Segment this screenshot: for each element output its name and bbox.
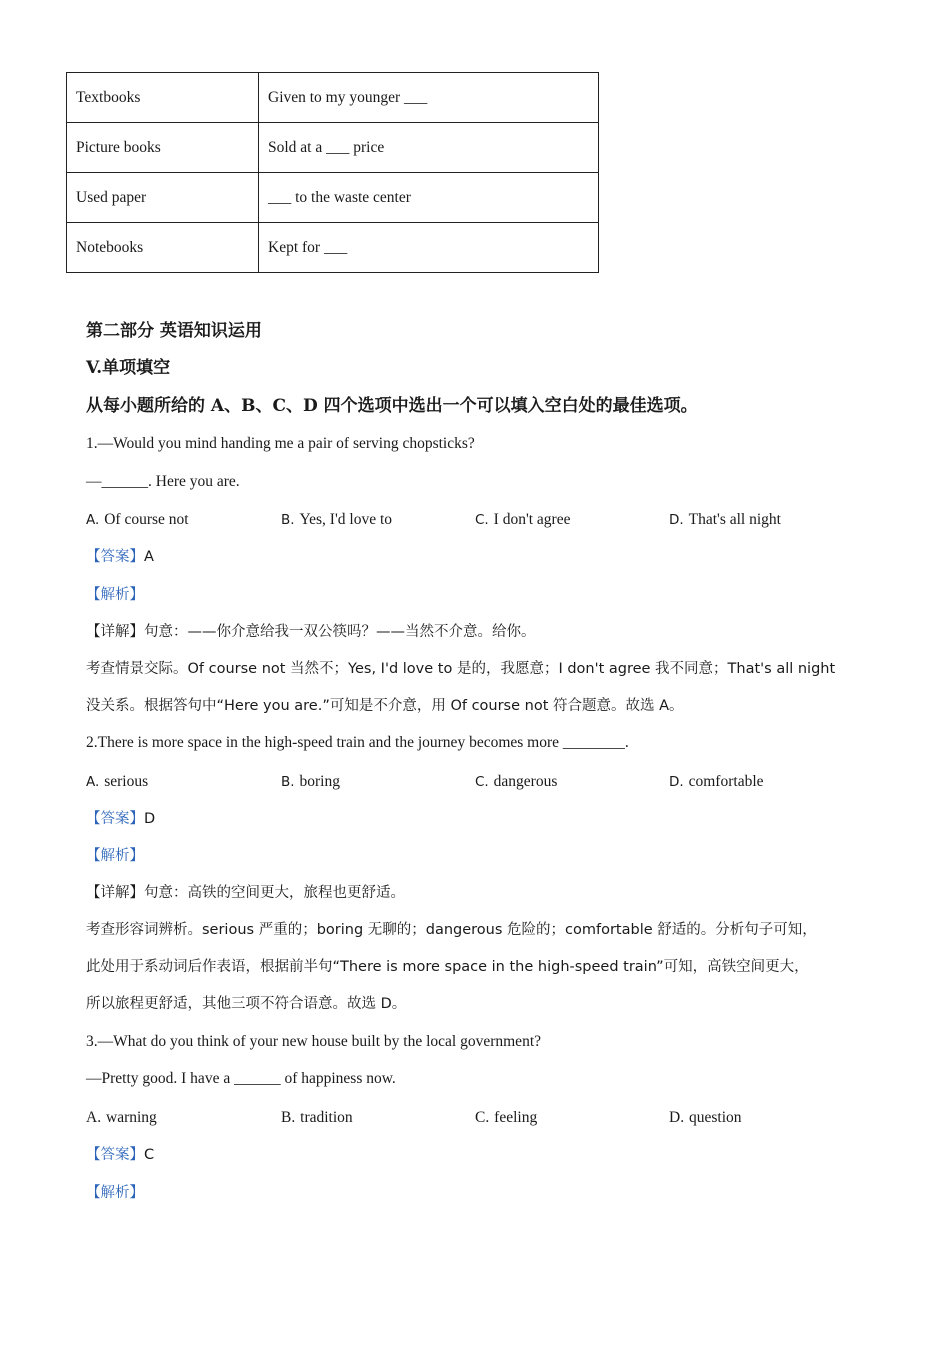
option-label: A. [86, 774, 100, 790]
answer-label: 【答案】 [86, 549, 144, 565]
option-label: B. [281, 774, 295, 790]
detail-label: 【详解】 [86, 885, 144, 901]
question-2-detail-line: 考查形容词辨析。serious 严重的；boring 无聊的；dangerous 危险的；comfortable 舒适的。分析句子可知， [86, 922, 817, 938]
option-text: serious [104, 773, 149, 790]
option-label: A. [86, 1109, 102, 1126]
table-cell-action: ___ to the waste center [259, 173, 599, 223]
section-subtitle: V.单项填空 [86, 358, 171, 378]
option-text: Of course not [104, 511, 189, 528]
table-cell-action: Kept for ___ [259, 223, 599, 273]
table-row [67, 73, 599, 123]
question-2-detail-line: 此处用于系动词后作表语，根据前半句“There is more space in the high-speed train”可知，高铁空间更大， [86, 959, 809, 975]
question-2-stem: 2.There is more space in the high-speed train and the journey becomes more ________. [86, 734, 629, 751]
table-row [67, 123, 599, 173]
question-3-response: —Pretty good. I have a ______ of happiness now. [86, 1070, 396, 1087]
option-label: B. [281, 512, 295, 528]
table-cell-item: Textbooks [67, 73, 259, 123]
question-1-answer [86, 546, 154, 567]
option-label: C. [475, 1109, 490, 1126]
option-label: D. [669, 512, 684, 528]
question-1-analysis [86, 584, 144, 605]
question-2-option-d [669, 771, 764, 792]
option-text: feeling [494, 1109, 538, 1126]
option-text: dangerous [493, 773, 558, 790]
question-1-stem: 1.—Would you mind handing me a pair of serving chopsticks? [86, 435, 475, 452]
items-table [66, 72, 599, 273]
option-label: B. [281, 1109, 296, 1126]
section-instruction: 从每小题所给的 A、B、C、D 四个选项中选出一个可以填入空白处的最佳选项。 [86, 396, 698, 416]
question-1-detail-line: 考查情景交际。Of course not 当然不；Yes, I'd love to 是的，我愿意；I don't agree 我不同意；That's all night [86, 661, 836, 677]
answer-value: D [144, 811, 156, 827]
detail-text: 句意：——你介意给我一双公筷吗？——当然不介意。给你。 [144, 624, 536, 640]
option-label: D. [669, 774, 684, 790]
question-3-analysis [86, 1182, 144, 1203]
option-label: C. [475, 774, 489, 790]
question-3-answer [86, 1144, 154, 1165]
answer-label: 【答案】 [86, 811, 144, 827]
analysis-label: 【解析】 [86, 1185, 144, 1201]
answer-label: 【答案】 [86, 1147, 144, 1163]
table-cell-item: Picture books [67, 123, 259, 173]
option-text: question [689, 1109, 742, 1126]
table-cell-action: Given to my younger ___ [259, 73, 599, 123]
detail-label: 【详解】 [86, 624, 144, 640]
option-text: comfortable [688, 773, 764, 790]
question-3-option-d [669, 1107, 742, 1128]
option-text: warning [106, 1109, 157, 1126]
detail-text: 句意：高铁的空间更大，旅程也更舒适。 [144, 885, 405, 901]
question-2-option-a [86, 771, 148, 792]
question-2-analysis [86, 845, 144, 866]
question-2-detail [86, 882, 405, 903]
option-text: Yes, I'd love to [299, 511, 393, 528]
part-title: 第二部分 英语知识运用 [86, 321, 262, 341]
question-2-detail-line: 所以旅程更舒适，其他三项不符合语意。故选 D。 [86, 996, 407, 1012]
question-2-option-c [475, 771, 557, 792]
question-3-option-a [86, 1107, 157, 1128]
option-text: That's all night [688, 511, 781, 528]
answer-value: A [144, 549, 154, 565]
question-1-detail [86, 621, 536, 642]
option-text: I don't agree [493, 511, 571, 528]
question-1-option-c [475, 509, 570, 530]
question-2-answer [86, 808, 155, 829]
question-3-option-b [281, 1107, 353, 1128]
table-cell-item: Notebooks [67, 223, 259, 273]
answer-value: C [144, 1147, 155, 1163]
option-label: D. [669, 1109, 685, 1126]
option-text: tradition [300, 1109, 353, 1126]
option-text: boring [299, 773, 340, 790]
option-label: A. [86, 512, 100, 528]
analysis-label: 【解析】 [86, 587, 144, 603]
question-1-detail-line: 没关系。根据答句中“Here you are.”可知是不介意，用 Of course not 符合题意。故选 A。 [86, 698, 684, 714]
question-1-option-d [669, 509, 781, 530]
table-row [67, 173, 599, 223]
table-cell-item: Used paper [67, 173, 259, 223]
analysis-label: 【解析】 [86, 848, 144, 864]
question-3-option-c [475, 1107, 537, 1128]
table-row [67, 223, 599, 273]
question-2-option-b [281, 771, 340, 792]
question-1-response: —______. Here you are. [86, 473, 240, 490]
option-label: C. [475, 512, 489, 528]
question-1-option-a [86, 509, 189, 530]
table-cell-action: Sold at a ___ price [259, 123, 599, 173]
question-3-stem: 3.—What do you think of your new house built by the local government? [86, 1033, 542, 1050]
question-1-option-b [281, 509, 392, 530]
